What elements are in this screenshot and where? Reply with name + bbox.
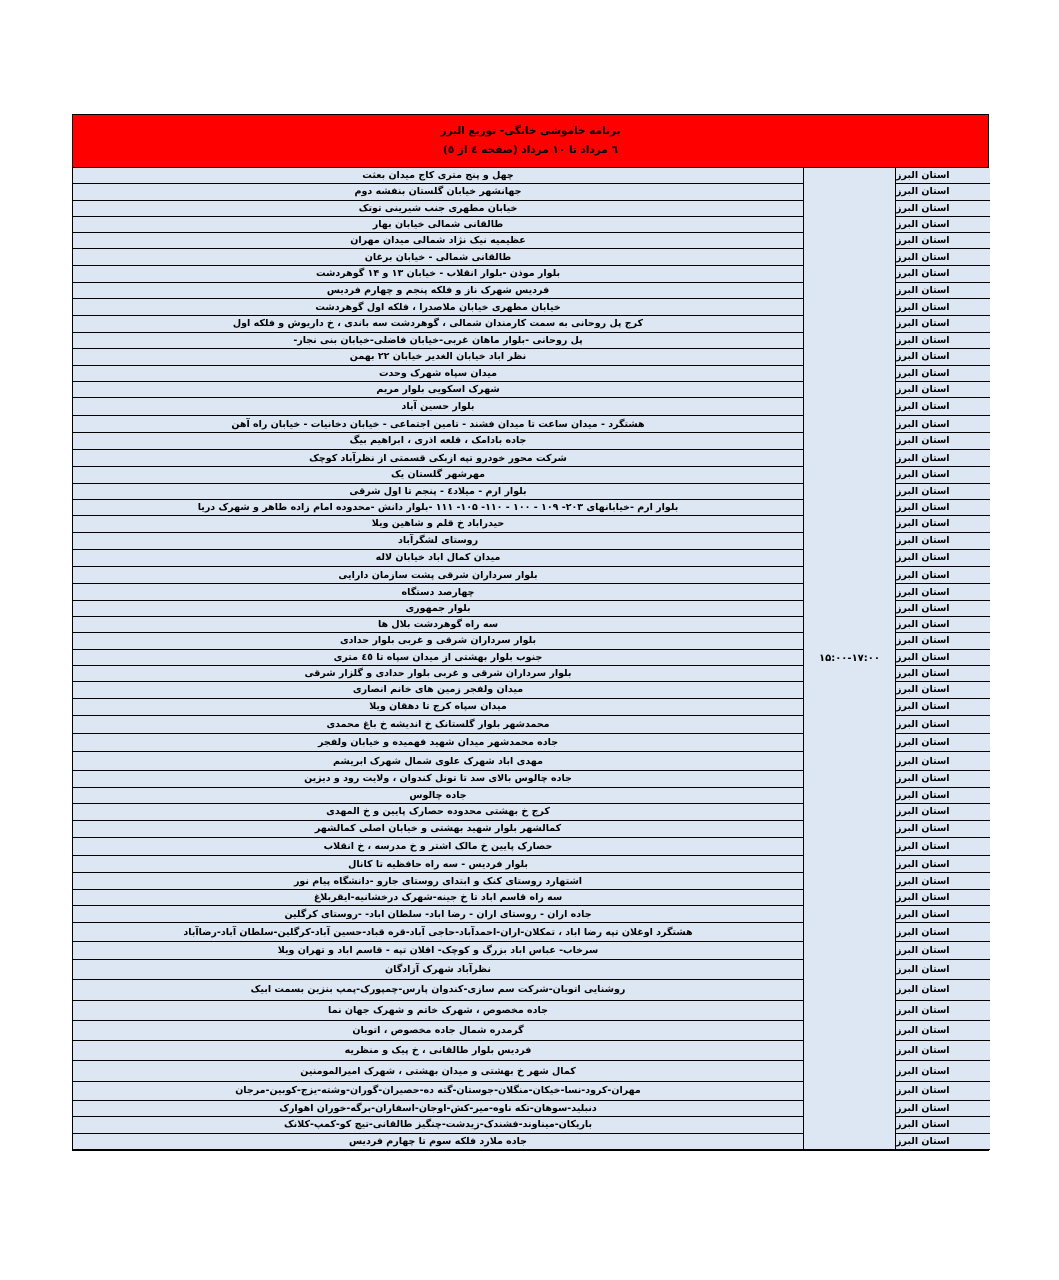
address-cell: بلوار موذن -بلوار انقلاب - خیابان ۱۳ و ۱۴ گوهردشت	[73, 266, 804, 283]
address-cell: کرج پل روحانی به سمت کارمندان شمالی ، گوهردشت سه باندی ، خ داریوش و فلکه اول	[73, 316, 804, 333]
address-cell: جاده چالوس	[73, 788, 804, 804]
province-cell: استان البرز	[895, 567, 990, 584]
province-cell: استان البرز	[895, 666, 990, 682]
province-cell: استان البرز	[895, 382, 990, 398]
address-cell: جاده محمدشهر میدان شهید فهمیده و خیابان ولفجر	[73, 734, 804, 752]
address-cell: فردیس بلوار طالقانی ، خ پیک و منظریه	[73, 1041, 804, 1061]
address-cell: سه راه قاسم اباد تا خ جینه-شهرک درخشانیه-ایقربلاغ	[73, 890, 804, 906]
address-cell: چهارصد دستگاه	[73, 584, 804, 600]
province-cell: استان البرز	[895, 500, 990, 516]
province-cell: استان البرز	[895, 650, 990, 666]
address-cell: مهرشهر گلستان یک	[73, 467, 804, 483]
province-cell: استان البرز	[895, 923, 990, 941]
address-cell: میدان کمال اباد خیابان لاله	[73, 550, 804, 567]
schedule-title: برنامه خاموشی خانگی- توزیع البرز	[440, 125, 621, 137]
address-cell: جاده مخصوص ، شهرک خاتم و شهرک جهان نما	[73, 1001, 804, 1021]
province-cell: استان البرز	[895, 1101, 990, 1117]
address-cell: طالقانی شمالی - خیابان برغان	[73, 249, 804, 265]
address-cell: کمالشهر بلوار شهید بهشتی و خیابان اصلی کمالشهر	[73, 821, 804, 838]
address-cell: طالقانی شمالی خیابان بهار	[73, 217, 804, 233]
province-cell: استان البرز	[895, 1134, 990, 1150]
province-cell: استان البرز	[895, 960, 990, 980]
address-cell: شرکت محور خودرو تپه ازبکی قسمتی از نظرآباد کوچک	[73, 450, 804, 467]
province-cell: استان البرز	[895, 617, 990, 633]
address-cell: میدان سپاه کرج تا دهقان ویلا	[73, 699, 804, 716]
province-cell: استان البرز	[895, 283, 990, 299]
address-cell: چهل و پنج متری کاج میدان بعثت	[73, 168, 804, 184]
address-cell: میدان سپاه شهرک وحدت	[73, 366, 804, 382]
address-cell: پل روحانی -بلوار ماهان غربی-خیابان فاضلی-خیابان بنی نجار-	[73, 333, 804, 349]
province-cell: استان البرز	[895, 980, 990, 1000]
province-cell: استان البرز	[895, 1061, 990, 1081]
province-cell: استان البرز	[895, 771, 990, 788]
province-cell: استان البرز	[895, 416, 990, 432]
province-cell: استان البرز	[895, 433, 990, 450]
address-cell: کمال شهر خ بهشتی و میدان بهشتی ، شهرک امیرالمومنین	[73, 1061, 804, 1081]
address-cell: هشتگرد اوغلان تپه رضا اباد ، تمکلان-اران-احمدآباد-حاجی آباد-قره قباد-حسین آباد-کرگلین-سلطان آباد-رضاآباد	[73, 923, 804, 941]
schedule-table	[72, 168, 989, 1151]
address-cell: مهدی اباد شهرک علوی شمال شهرک ابریشم	[73, 752, 804, 770]
province-cell: استان البرز	[895, 633, 990, 649]
province-cell: استان البرز	[895, 1021, 990, 1041]
address-cell: سه راه گوهردشت بلال ها	[73, 617, 804, 633]
province-cell: استان البرز	[895, 1117, 990, 1133]
address-cell: بلوار سرداران شرقی پشت سازمان دارایی	[73, 567, 804, 584]
province-cell: استان البرز	[895, 349, 990, 365]
outage-schedule-sheet	[72, 114, 989, 1151]
province-cell: استان البرز	[895, 699, 990, 716]
address-cell: جاده ملارد فلکه سوم تا چهارم فردیس	[73, 1134, 804, 1150]
address-cell: نظر اباد خیابان الغدیر خیابان ۲۲ بهمن	[73, 349, 804, 365]
address-cell: جنوب بلوار بهشتی از میدان سپاه تا ٤٥ متری	[73, 650, 804, 666]
address-cell: بلوار ارم - میلاد٤ - پنجم تا اول شرقی	[73, 484, 804, 500]
province-cell: استان البرز	[895, 249, 990, 265]
province-cell: استان البرز	[895, 184, 990, 200]
address-cell: کرج خ بهشتی محدوده حصارک پایین و خ المهدی	[73, 804, 804, 820]
province-cell: استان البرز	[895, 217, 990, 233]
address-cell: هشتگرد - میدان ساعت تا میدان فشند - تامین اجتماعی - خیابان دخانیات - خیابان راه آهن	[73, 416, 804, 432]
address-cell: دنبلید-سوهان-تکه ناوه-میر-کش-اوجان-اسفاران-برگه-خوران اهوارک	[73, 1101, 804, 1117]
address-cell: بلوار سرداران شرقی و غربی بلوار حدادی	[73, 633, 804, 649]
province-cell: استان البرز	[895, 821, 990, 838]
address-cell: مهران-کرود-نسا-خیکان-منگلان-جوستان-گته ده-حصیران-گوران-وشته-یزج-کوبین-مرجان	[73, 1082, 804, 1101]
province-cell: استان البرز	[895, 168, 990, 184]
address-cell: بلوار ارم -خیابانهای ۲۰۳- ۱۰۹ - ۱۰۰ - ۱۱۰- ۱۰۵- ۱۱۱ -بلوار دانش -محدوده امام زاده طاهر و شهرک دریا	[73, 500, 804, 516]
address-cell: حیدراباد خ قلم و شاهین ویلا	[73, 516, 804, 532]
province-cell: استان البرز	[895, 601, 990, 617]
province-cell: استان البرز	[895, 398, 990, 416]
address-cell: روشنایی اتوبان-شرکت سم سازی-کندوان پارس-چمپورک-پمپ بنزین بسمت ابیک	[73, 980, 804, 1000]
address-cell: گرمدره شمال جاده مخصوص ، اتوبان	[73, 1021, 804, 1041]
address-cell: فردیس شهرک ناز و فلکه پنجم و چهارم فردیس	[73, 283, 804, 299]
address-cell: خیابان مطهری خیابان ملاصدرا ، فلکه اول گوهردشت	[73, 299, 804, 315]
address-cell: میدان ولفجر زمین های خانم انصاری	[73, 682, 804, 698]
address-cell: عظیمیه نیک نژاد شمالی میدان مهران	[73, 233, 804, 249]
province-cell: استان البرز	[895, 682, 990, 698]
address-cell: جاده اران - روستای اران - رضا اباد- سلطان اباد- -روستای کرگلین	[73, 906, 804, 923]
address-cell: خیابان مطهری جنب شیرینی توتک	[73, 201, 804, 217]
address-cell: اشتهارد روستای کنک و ابتدای روستای جارو -دانشگاه پیام نور	[73, 873, 804, 889]
province-cell: استان البرز	[895, 1082, 990, 1101]
address-cell: نظرآباد شهرک آزادگان	[73, 960, 804, 980]
province-cell: استان البرز	[895, 838, 990, 856]
province-cell: استان البرز	[895, 467, 990, 483]
province-cell: استان البرز	[895, 1041, 990, 1061]
address-cell: جاده بادامک ، قلعه اذری ، ابراهیم بیگ	[73, 433, 804, 450]
province-cell: استان البرز	[895, 906, 990, 923]
address-cell: بلوار جمهوری	[73, 601, 804, 617]
address-cell: بلوار فردیس - سه راه حافظیه تا کانال	[73, 856, 804, 873]
province-cell: استان البرز	[895, 890, 990, 906]
address-cell: جهانشهر خیابان گلستان بنفشه دوم	[73, 184, 804, 200]
address-cell: حصارک پایین خ مالک اشتر و خ مدرسه ، خ انقلاب	[73, 838, 804, 856]
province-cell: استان البرز	[895, 1001, 990, 1021]
province-cell: استان البرز	[895, 533, 990, 550]
schedule-subtitle: ٦ مرداد تا ١٠ مرداد (صفحه ٤ از ٥)	[443, 144, 618, 156]
province-cell: استان البرز	[895, 804, 990, 820]
province-cell: استان البرز	[895, 734, 990, 752]
address-cell: باریکان-میناوند-فشندک-زیدشت-چنگیز طالقانی-تیچ کو-کمپ-کلانک	[73, 1117, 804, 1133]
province-cell: استان البرز	[895, 484, 990, 500]
address-cell: جاده چالوس بالای سد تا تونل کندوان ، ولایت رود و دیزین	[73, 771, 804, 788]
province-cell: استان البرز	[895, 333, 990, 349]
address-cell: شهرک اسکویی بلوار مریم	[73, 382, 804, 398]
province-cell: استان البرز	[895, 856, 990, 873]
time-slot-cell: ۱۵:۰۰-۱۷:۰۰	[804, 168, 895, 1150]
province-cell: استان البرز	[895, 584, 990, 600]
province-cell: استان البرز	[895, 266, 990, 283]
address-cell: روستای لشگرآباد	[73, 533, 804, 550]
address-cell: سرخاب- عباس اباد بزرگ و کوچک- اقلان تپه - قاسم اباد و تهران ویلا	[73, 942, 804, 960]
province-cell: استان البرز	[895, 752, 990, 770]
address-cell: محمدشهر بلوار گلستانک خ اندیشه خ باغ محمدی	[73, 716, 804, 734]
province-cell: استان البرز	[895, 366, 990, 382]
province-cell: استان البرز	[895, 716, 990, 734]
province-cell: استان البرز	[895, 873, 990, 889]
province-cell: استان البرز	[895, 550, 990, 567]
address-cell: بلوار حسین آباد	[73, 398, 804, 416]
province-cell: استان البرز	[895, 450, 990, 467]
province-cell: استان البرز	[895, 942, 990, 960]
province-cell: استان البرز	[895, 299, 990, 315]
schedule-header	[72, 114, 989, 168]
address-cell: بلوار سرداران شرقی و غربی بلوار حدادی و گلزار شرقی	[73, 666, 804, 682]
province-cell: استان البرز	[895, 516, 990, 532]
province-cell: استان البرز	[895, 201, 990, 217]
province-cell: استان البرز	[895, 788, 990, 804]
province-cell: استان البرز	[895, 316, 990, 333]
province-cell: استان البرز	[895, 233, 990, 249]
